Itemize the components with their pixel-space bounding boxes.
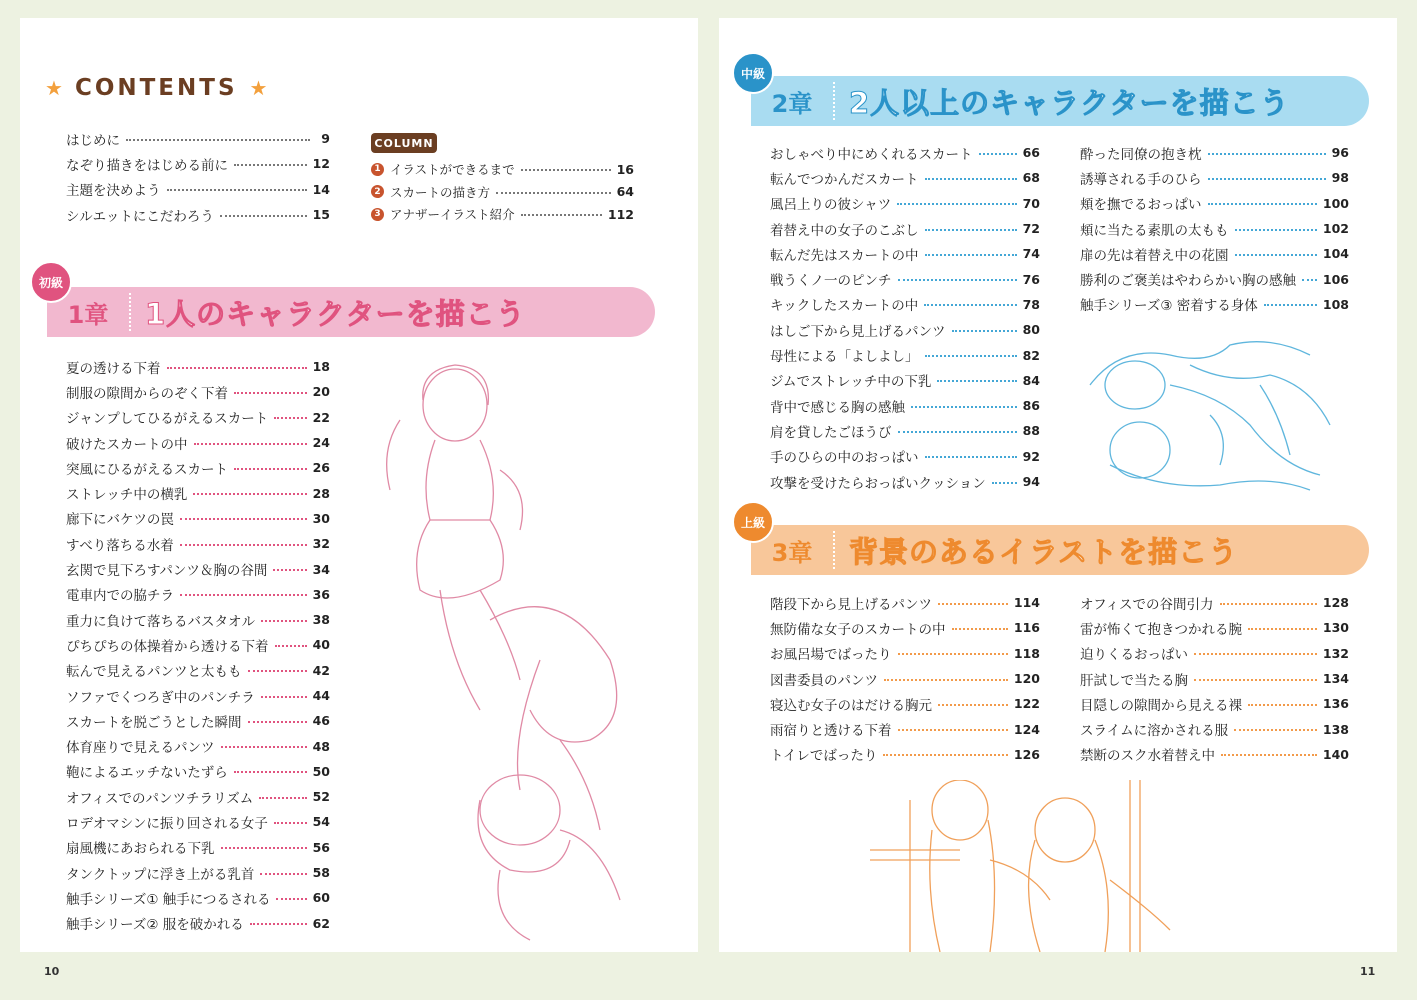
toc-entry-page: 78 xyxy=(1022,296,1040,312)
toc-entry xyxy=(66,582,330,607)
toc-entry-page: 88 xyxy=(1022,423,1040,439)
dot-leader xyxy=(259,797,306,799)
toc-entry-page: 14 xyxy=(312,181,330,197)
toc-entry xyxy=(1080,742,1349,767)
toc-entry-title: はしご下から見上げるパンツ xyxy=(770,323,946,340)
dot-leader xyxy=(221,746,307,748)
toc-entry xyxy=(66,885,330,910)
toc-entry-page: 72 xyxy=(1022,221,1040,237)
dot-leader xyxy=(167,367,307,369)
toc-entry-title: ストレッチ中の横乳 xyxy=(66,487,188,504)
toc-entry-title: 階段下から見上げるパンツ xyxy=(770,596,932,613)
column-number-badge: 2 xyxy=(371,185,384,198)
toc-entry-page: 24 xyxy=(312,435,330,451)
dot-leader xyxy=(180,544,307,546)
toc-entry-page: 124 xyxy=(1013,721,1040,737)
dot-leader xyxy=(897,203,1016,205)
toc-entry-title: 夏の透ける下着 xyxy=(66,360,161,377)
dot-leader xyxy=(1248,704,1317,706)
toc-entry-title: 電車内での脇チラ xyxy=(66,588,174,605)
toc-entry-page: 36 xyxy=(312,586,330,602)
chapter-1-banner xyxy=(47,287,655,337)
toc-entry xyxy=(66,809,330,834)
toc-entry-page: 92 xyxy=(1022,448,1040,464)
dot-leader xyxy=(925,456,1017,458)
toc-entry xyxy=(770,418,1040,443)
toc-entry-page: 50 xyxy=(312,763,330,779)
toc-entry-title: ソファでくつろぎ中のパンチラ xyxy=(66,689,255,706)
toc-entry-page: 48 xyxy=(312,738,330,754)
column-number-badge: 1 xyxy=(371,163,384,176)
dot-leader xyxy=(276,898,306,900)
dot-leader xyxy=(924,304,1016,306)
chapter-3-level-badge: 上級 xyxy=(732,501,774,543)
dot-leader xyxy=(194,443,307,445)
toc-entry-page: 58 xyxy=(312,865,330,881)
toc-entry-title: 誘導される手のひら xyxy=(1080,171,1202,188)
chapter-3-banner xyxy=(751,525,1369,575)
toc-entry-page: 20 xyxy=(312,384,330,400)
dot-leader xyxy=(883,754,1008,756)
toc-entry-title: スカートを脱ごうとした瞬間 xyxy=(66,714,242,731)
toc-entry-page: 46 xyxy=(312,713,330,729)
toc-entry-page: 74 xyxy=(1022,246,1040,262)
toc-entry-page: 84 xyxy=(1022,372,1040,388)
toc-entry-page: 52 xyxy=(312,789,330,805)
toc-entry-title: 触手シリーズ② 服を破かれる xyxy=(66,917,244,934)
toc-entry xyxy=(66,405,330,430)
toc-entry-page: 26 xyxy=(312,460,330,476)
chapter-1-number: 1章 xyxy=(67,300,109,329)
toc-entry-page: 66 xyxy=(1022,145,1040,161)
toc-entry-page: 130 xyxy=(1322,620,1349,636)
toc-entry-title: 肩を貸したごほうび xyxy=(770,424,892,441)
toc-entry-page: 18 xyxy=(312,359,330,375)
dot-leader xyxy=(884,679,1008,681)
toc-entry-title: 扉の先は着替え中の花園 xyxy=(1080,247,1229,264)
dot-leader xyxy=(274,417,306,419)
contents-heading xyxy=(45,72,267,104)
toc-entry-page: 98 xyxy=(1331,170,1349,186)
chapter-2-level-badge: 中級 xyxy=(732,52,774,94)
toc-entry-page: 16 xyxy=(616,161,634,177)
toc-entry xyxy=(66,784,330,809)
toc-entry-title: 手のひらの中のおっぱい xyxy=(770,450,919,467)
toc-entry-title: 転んでつかんだスカート xyxy=(770,171,919,188)
toc-entry xyxy=(66,177,330,202)
dot-leader xyxy=(273,569,306,571)
toc-entry-title: オフィスでのパンツチラリズム xyxy=(66,790,254,807)
dot-leader xyxy=(220,215,307,217)
toc-entry-page: 15 xyxy=(312,207,330,223)
toc-entry xyxy=(770,140,1040,165)
toc-entry-page: 28 xyxy=(312,485,330,501)
toc-entry-title: 突風にひるがえるスカート xyxy=(66,461,228,478)
toc-entry xyxy=(1080,691,1349,716)
toc-entry-page: 82 xyxy=(1022,347,1040,363)
toc-entry xyxy=(66,607,330,632)
page-number-right: 11 xyxy=(1360,965,1376,978)
dot-leader xyxy=(937,380,1016,382)
dot-leader xyxy=(221,847,307,849)
column-tag: COLUMN xyxy=(371,133,437,153)
toc-entry-title: 迫りくるおっぱい xyxy=(1080,647,1188,664)
toc-entry-title: 重力に負けて落ちるバスタオル xyxy=(66,613,255,630)
dot-leader xyxy=(898,729,1008,731)
toc-entry xyxy=(66,354,330,379)
toc-entry-title: 体育座りで見えるパンツ xyxy=(66,740,215,757)
toc-entry-page: 122 xyxy=(1013,696,1040,712)
toc-entry-page: 76 xyxy=(1022,271,1040,287)
toc-entry-page: 132 xyxy=(1322,645,1349,661)
intro-list xyxy=(66,126,330,227)
toc-entry xyxy=(770,393,1040,418)
toc-entry-page: 102 xyxy=(1322,221,1349,237)
dot-leader xyxy=(234,392,307,394)
toc-entry-title: 破けたスカートの中 xyxy=(66,436,188,453)
toc-entry-title: 肝試しで当たる胸 xyxy=(1080,672,1188,689)
toc-entry-title: 勝利のご褒美はやわらかい胸の感触 xyxy=(1080,273,1296,290)
toc-entry-page: 94 xyxy=(1022,474,1040,489)
dot-leader xyxy=(180,518,307,520)
toc-entry xyxy=(1080,615,1349,640)
dot-leader xyxy=(925,178,1017,180)
dot-leader xyxy=(1235,254,1317,256)
toc-entry xyxy=(66,759,330,784)
toc-entry-page: 9 xyxy=(321,131,330,147)
toc-entry-page: 34 xyxy=(312,561,330,577)
toc-entry-page: 22 xyxy=(312,409,330,425)
toc-entry xyxy=(1080,716,1349,741)
toc-entry-title: 触手シリーズ③ 密着する身体 xyxy=(1080,298,1258,315)
toc-entry-page: 116 xyxy=(1013,620,1040,636)
toc-entry-title: 転んで見えるパンツと太もも xyxy=(66,664,242,681)
dot-leader xyxy=(126,139,310,141)
toc-entry-page: 114 xyxy=(1013,595,1040,611)
toc-entry xyxy=(66,733,330,758)
toc-entry-title: スライムに溶かされる服 xyxy=(1080,723,1229,740)
toc-entry-page: 44 xyxy=(312,688,330,703)
dot-leader xyxy=(275,645,307,647)
chapter-2-banner xyxy=(751,76,1369,126)
toc-entry-title: なぞり描きをはじめる前に xyxy=(66,157,228,174)
chapter-3-list-right xyxy=(1080,590,1349,767)
toc-entry-title: すべり落ちる水着 xyxy=(66,537,174,554)
dot-leader xyxy=(925,355,1017,357)
column-number-badge: 3 xyxy=(371,208,384,221)
toc-entry-title: 玄関で見下ろすパンツ＆胸の谷間 xyxy=(66,563,268,580)
chapter-2-number: 2章 xyxy=(771,89,813,118)
dot-leader xyxy=(979,153,1017,155)
dot-leader xyxy=(1248,628,1317,630)
toc-entry-title: ジムでストレッチ中の下乳 xyxy=(770,374,932,391)
toc-entry-title: トイレでばったり xyxy=(770,748,878,765)
dot-leader xyxy=(992,482,1017,484)
toc-entry-page: 60 xyxy=(312,890,330,906)
toc-entry-page: 100 xyxy=(1322,195,1349,211)
toc-entry-title: スカートの描き方 xyxy=(390,184,491,200)
toc-entry-title: 雷が怖くて抱きつかれる腕 xyxy=(1080,621,1242,638)
toc-entry-page: 108 xyxy=(1322,296,1349,312)
toc-entry-title: 目隠しの隙間から見える裸 xyxy=(1080,697,1242,714)
toc-entry-page: 32 xyxy=(312,536,330,552)
toc-entry-title: 雨宿りと透ける下着 xyxy=(770,723,892,740)
dot-leader xyxy=(180,594,307,596)
toc-entry xyxy=(1080,266,1349,291)
toc-entry-title: 転んだ先はスカートの中 xyxy=(770,247,919,264)
toc-entry xyxy=(770,716,1040,741)
page-number-left: 10 xyxy=(44,965,60,978)
toc-entry xyxy=(770,241,1040,266)
dot-leader xyxy=(1302,279,1317,281)
toc-entry xyxy=(770,191,1040,216)
dot-leader xyxy=(250,923,307,925)
dot-leader xyxy=(1208,178,1326,180)
toc-entry-page: 80 xyxy=(1022,322,1040,338)
toc-entry-page: 104 xyxy=(1322,246,1349,262)
toc-entry xyxy=(770,342,1040,367)
chapter-2-sketch xyxy=(1080,325,1350,500)
toc-entry-title: 扇風機にあおられる下乳 xyxy=(66,841,215,858)
dot-leader xyxy=(234,164,307,166)
dot-leader xyxy=(1234,729,1317,731)
toc-entry-title: おしゃべり中にめくれるスカート xyxy=(770,146,973,163)
toc-entry xyxy=(1080,590,1349,615)
chapter-2-title: 2人以上のキャラクターを描こう xyxy=(849,85,1290,120)
toc-entry xyxy=(1080,241,1349,266)
toc-entry-page: 118 xyxy=(1013,645,1040,661)
toc-entry xyxy=(66,911,330,936)
chapter-1-sketch xyxy=(360,360,680,960)
toc-entry xyxy=(770,216,1040,241)
dot-leader xyxy=(261,620,307,622)
dot-leader xyxy=(274,822,307,824)
toc-entry xyxy=(66,708,330,733)
toc-entry-title: 背中で感じる胸の感触 xyxy=(770,399,905,416)
toc-entry xyxy=(770,317,1040,342)
star-icon: ★ xyxy=(45,76,63,100)
dot-leader xyxy=(1235,229,1317,231)
toc-entry-page: 12 xyxy=(312,156,330,172)
toc-entry xyxy=(1080,191,1349,216)
chapter-1-title: 1人のキャラクターを描こう xyxy=(145,296,526,331)
dot-leader xyxy=(911,406,1017,408)
toc-entry xyxy=(371,158,634,181)
toc-entry-page: 106 xyxy=(1322,271,1349,287)
dot-leader xyxy=(1221,754,1317,756)
chapter-3-title: 背景のあるイラストを描こう xyxy=(849,534,1239,569)
toc-entry xyxy=(770,615,1040,640)
toc-entry xyxy=(770,742,1040,767)
toc-entry xyxy=(66,860,330,885)
toc-entry-page: 64 xyxy=(616,184,634,200)
toc-entry-title: 酔った同僚の抱き枕 xyxy=(1080,146,1202,163)
toc-entry-page: 120 xyxy=(1013,671,1040,687)
toc-entry-title: 戦うくノ一のピンチ xyxy=(770,273,892,290)
contents-title: CONTENTS xyxy=(74,75,238,101)
toc-entry xyxy=(770,666,1040,691)
dot-leader xyxy=(1220,603,1317,605)
toc-entry xyxy=(66,480,330,505)
toc-entry-page: 140 xyxy=(1322,746,1349,762)
toc-entry-title: 廊下にバケツの罠 xyxy=(66,512,174,529)
dot-leader xyxy=(260,873,306,875)
chapter-1-level-badge: 初級 xyxy=(30,261,72,303)
toc-entry-page: 54 xyxy=(312,814,330,830)
toc-entry xyxy=(66,683,330,708)
dot-leader xyxy=(938,704,1008,706)
chapter-3-sketch xyxy=(870,780,1190,952)
toc-entry xyxy=(770,266,1040,291)
toc-entry xyxy=(1080,641,1349,666)
toc-entry-title: アナザーイラスト紹介 xyxy=(390,207,515,223)
dot-leader xyxy=(925,229,1017,231)
toc-entry xyxy=(1080,666,1349,691)
toc-entry-title: 図書委員のパンツ xyxy=(770,672,878,689)
toc-entry-title: 主題を決めよう xyxy=(66,183,161,200)
dot-leader xyxy=(496,192,611,194)
toc-entry-title: 着替え中の女子のこぶし xyxy=(770,222,919,239)
dot-leader xyxy=(938,603,1008,605)
dot-leader xyxy=(898,279,1017,281)
toc-entry xyxy=(66,506,330,531)
toc-entry xyxy=(770,469,1040,494)
dot-leader xyxy=(1208,203,1317,205)
toc-entry xyxy=(770,165,1040,190)
dot-leader xyxy=(898,653,1008,655)
chapter-2-list-left xyxy=(770,140,1040,494)
toc-entry-page: 136 xyxy=(1322,696,1349,712)
toc-entry xyxy=(371,181,634,204)
toc-entry xyxy=(66,379,330,404)
toc-entry xyxy=(66,835,330,860)
toc-entry-page: 70 xyxy=(1022,195,1040,211)
toc-entry-page: 68 xyxy=(1022,170,1040,186)
dot-leader xyxy=(521,214,602,216)
dot-leader xyxy=(248,721,307,723)
toc-entry-title: お風呂場でばったり xyxy=(770,647,892,664)
toc-entry-title: 制服の隙間からのぞく下着 xyxy=(66,385,228,402)
toc-entry-title: ジャンプしてひるがえるスカート xyxy=(66,411,269,428)
toc-entry xyxy=(770,292,1040,317)
dot-leader xyxy=(1194,653,1317,655)
dot-leader xyxy=(261,696,307,698)
toc-entry xyxy=(770,590,1040,615)
toc-entry-title: タンクトップに浮き上がる乳首 xyxy=(66,866,255,883)
toc-entry xyxy=(66,531,330,556)
toc-entry xyxy=(66,151,330,176)
dot-leader xyxy=(898,431,1017,433)
toc-entry xyxy=(66,632,330,657)
dot-leader xyxy=(167,189,307,191)
dot-leader xyxy=(234,771,307,773)
toc-entry-page: 40 xyxy=(312,637,330,653)
chapter-1-list xyxy=(66,354,330,936)
toc-entry xyxy=(66,126,330,151)
toc-entry-title: はじめに xyxy=(66,132,120,149)
toc-entry-title: ぴちぴちの体操着から透ける下着 xyxy=(66,638,269,655)
toc-entry-page: 138 xyxy=(1322,721,1349,737)
toc-entry xyxy=(66,556,330,581)
dot-leader xyxy=(1194,679,1317,681)
toc-entry-page: 96 xyxy=(1331,145,1349,161)
column-list xyxy=(371,158,634,226)
chapter-2-list-right xyxy=(1080,140,1349,317)
toc-entry xyxy=(770,641,1040,666)
dot-leader xyxy=(952,330,1017,332)
toc-entry-page: 62 xyxy=(312,915,330,931)
chapter-3-list-left xyxy=(770,590,1040,767)
dot-leader xyxy=(1208,153,1326,155)
star-icon: ★ xyxy=(249,76,268,100)
dot-leader xyxy=(234,468,307,470)
toc-entry-page: 134 xyxy=(1322,671,1349,687)
toc-entry-page: 42 xyxy=(312,662,330,678)
toc-entry-title: オフィスでの谷間引力 xyxy=(1080,596,1214,613)
toc-entry xyxy=(1080,140,1349,165)
toc-entry xyxy=(66,455,330,480)
toc-entry-page: 38 xyxy=(312,612,330,628)
dot-leader xyxy=(248,670,307,672)
toc-entry-title: 禁断のスク水着替え中 xyxy=(1080,748,1215,765)
toc-entry-title: 無防備な女子のスカートの中 xyxy=(770,621,946,638)
toc-entry xyxy=(1080,292,1349,317)
toc-entry xyxy=(66,202,330,227)
toc-entry-title: 母性による「よしよし」 xyxy=(770,349,919,366)
toc-entry-title: 寝込む女子のはだける胸元 xyxy=(770,697,932,714)
dot-leader xyxy=(193,493,306,495)
toc-entry xyxy=(371,203,634,226)
chapter-3-number: 3章 xyxy=(771,538,813,567)
toc-entry-page: 126 xyxy=(1013,746,1040,762)
toc-entry-title: シルエットにこだわろう xyxy=(66,208,214,225)
toc-entry-title: 頬に当たる素肌の太もも xyxy=(1080,222,1229,239)
toc-entry-page: 112 xyxy=(607,206,634,222)
toc-entry-title: キックしたスカートの中 xyxy=(770,298,919,315)
toc-entry xyxy=(770,691,1040,716)
toc-entry xyxy=(1080,165,1349,190)
toc-entry xyxy=(66,658,330,683)
toc-entry xyxy=(66,430,330,455)
toc-entry-page: 30 xyxy=(312,510,330,526)
toc-entry-title: 風呂上りの彼シャツ xyxy=(770,197,892,214)
dot-leader xyxy=(521,169,611,171)
toc-entry-page: 128 xyxy=(1322,595,1349,611)
toc-entry-title: 鞄によるエッチないたずら xyxy=(66,765,228,782)
toc-entry-title: 攻撃を受けたらおっぱいクッション xyxy=(770,475,986,492)
toc-entry-title: 頬を撫でるおっぱい xyxy=(1080,197,1202,214)
toc-entry xyxy=(770,444,1040,469)
toc-entry-title: 触手シリーズ① 触手につるされる xyxy=(66,891,271,908)
toc-entry-page: 56 xyxy=(312,839,330,855)
toc-entry xyxy=(770,368,1040,393)
dot-leader xyxy=(925,254,1017,256)
toc-entry-title: イラストができるまで xyxy=(390,162,515,178)
toc-entry xyxy=(1080,216,1349,241)
toc-entry-page: 86 xyxy=(1022,398,1040,414)
dot-leader xyxy=(952,628,1008,630)
dot-leader xyxy=(1264,304,1317,306)
toc-entry-title: ロデオマシンに振り回される女子 xyxy=(66,815,268,832)
